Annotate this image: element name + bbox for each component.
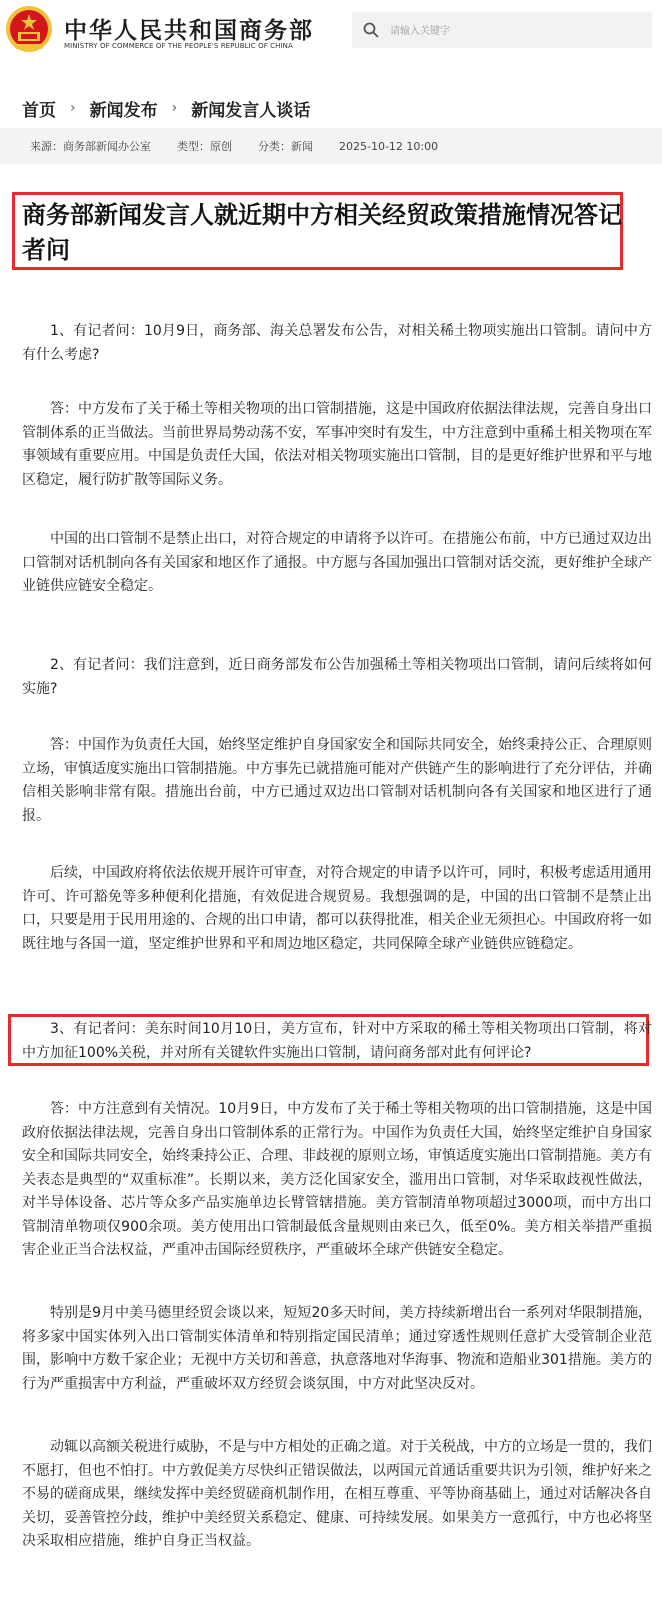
search-icon[interactable] (362, 21, 380, 39)
site-subtitle: MINISTRY OF COMMERCE OF THE PEOPLE'S REPUBLIC OF CHINA (64, 42, 293, 50)
meta-datetime: 2025-10-12 10:00 (339, 139, 439, 153)
site-header (0, 0, 662, 62)
search-box (352, 12, 652, 48)
breadcrumb-separator-icon: › (171, 100, 178, 116)
article-paragraph: 1、有记者问：10月9日，商务部、海关总署发布公告，对相关稀土物项实施出口管制。请问中方有什么考虑? (22, 323, 652, 363)
meta-type: 类型：原创 (177, 140, 232, 153)
site-title[interactable]: 中华人民共和国商务部 (64, 18, 314, 44)
breadcrumb-spokesperson-talks[interactable]: 新闻发言人谈话 (191, 100, 311, 121)
breadcrumb (22, 96, 310, 120)
breadcrumb-home[interactable]: 首页 (22, 100, 56, 121)
article-paragraph: 答：中方注意到有关情况。10月9日，中方发布了关于稀土等相关物项的出口管制措施，这是中国政府依据法律法规，完善自身出口管制体系的正常行为。中国作为负责任大国，始终坚定维护自身国家安全和国际共同安全，始终秉持公正、合理、非歧视的原则立场，审慎适度实施出口管制措施。美方有关表态是典型的“双重标准”。长期以来，美方泛化国家安全，滥用出口管制，对华采取歧视性做法，对半导体设备、芯片等众多产品实施单边长臂管辖措施。美方管制清单物项超过3000项，而中方出口管制清单物项仅900余项。美方使用出口管制最低含量规则由来已久，低至0%。美方相关举措严重损害企业正当合法权益，严重冲击国际经贸秩序，严重破坏全球产供链安全稳定。 (22, 1101, 652, 1258)
article-paragraph: 答：中方发布了关于稀土等相关物项的出口管制措施，这是中国政府依据法律法规，完善自身出口管制体系的正当做法。当前世界局势动荡不安，军事冲突时有发生，中方注意到中重稀土相关物项在军事领域有重要应用。中国是负责任大国，依法对相关物项实施出口管制，目的是更好维护世界和平与地区稳定，履行防扩散等国际义务。 (22, 401, 652, 488)
article-paragraph: 3、有记者问：美东时间10月10日，美方宣布，针对中方采取的稀土等相关物项出口管制，将对中方加征100%关税，并对所有关键软件实施出口管制，请问商务部对此有何评论? (22, 1021, 652, 1061)
article-meta-bar (0, 128, 662, 164)
national-emblem-icon[interactable] (5, 5, 53, 55)
article-title: 商务部新闻发言人就近期中方相关经贸政策措施情况答记者问 (22, 201, 622, 264)
breadcrumb-separator-icon: › (70, 100, 76, 116)
article-paragraph: 中国的出口管制不是禁止出口，对符合规定的申请将予以许可。在措施公布前，中方已通过双边出口管制对话机制向各有关国家和地区作了通报。中方愿与各国加强出口管制对话交流，更好维护全球产业链供应链安全稳定。 (22, 531, 652, 594)
article-paragraph: 特别是9月中美马德里经贸会谈以来，短短20多天时间，美方持续新增出台一系列对华限制措施，将多家中国实体列入出口管制实体清单和特别指定国民清单；通过穿透性规则任意扩大受管制企业范围，影响中方数千家企业；无视中方关切和善意，执意落地对华海事、物流和造船业301措施。美方的行为严重损害中方利益，严重破坏双方经贸会谈氛围，中方对此坚决反对。 (22, 1305, 652, 1392)
breadcrumb-news-release[interactable]: 新闻发布 (89, 100, 158, 121)
article-paragraph: 2、有记者问：我们注意到，近日商务部发布公告加强稀土等相关物项出口管制，请问后续将如何实施? (22, 657, 652, 697)
article-paragraph: 动辄以高额关税进行威胁，不是与中方相处的正确之道。对于关税战，中方的立场是一贯的，我们不愿打，但也不怕打。中方敦促美方尽快纠正错误做法，以两国元首通话重要共识为引领，维护好来之不易的磋商成果，继续发挥中美经贸磋商机制作用，在相互尊重、平等协商基础上，通过对话解决各自关切，妥善管控分歧，维护中美经贸关系稳定、健康、可持续发展。如果美方一意孤行，中方也必将坚决采取相应措施，维护自身正当权益。 (22, 1439, 652, 1549)
search-input[interactable] (388, 12, 650, 50)
article-paragraph: 后续，中国政府将依法依规开展许可审查，对符合规定的申请予以许可，同时，积极考虑适用通用许可、许可豁免等多种便利化措施，有效促进合规贸易。我想强调的是，中国的出口管制不是禁止出口，只要是用于民用用途的、合规的出口申请，都可以获得批准，相关企业无须担心。中国政府将一如既往地与各国一道，坚定维护世界和平和周边地区稳定，共同保障全球产业链供应链稳定。 (22, 865, 652, 952)
meta-category: 分类：新闻 (258, 140, 313, 153)
meta-source: 来源：商务部新闻办公室 (30, 140, 151, 153)
article-paragraph: 答：中国作为负责任大国，始终坚定维护自身国家安全和国际共同安全，始终秉持公正、合理原则立场，审慎适度实施出口管制措施。中方事先已就措施可能对产供链产生的影响进行了充分评估，并确信相关影响非常有限。措施出台前，中方已通过双边出口管制对话机制向各有关国家和地区进行了通报。 (22, 737, 652, 824)
